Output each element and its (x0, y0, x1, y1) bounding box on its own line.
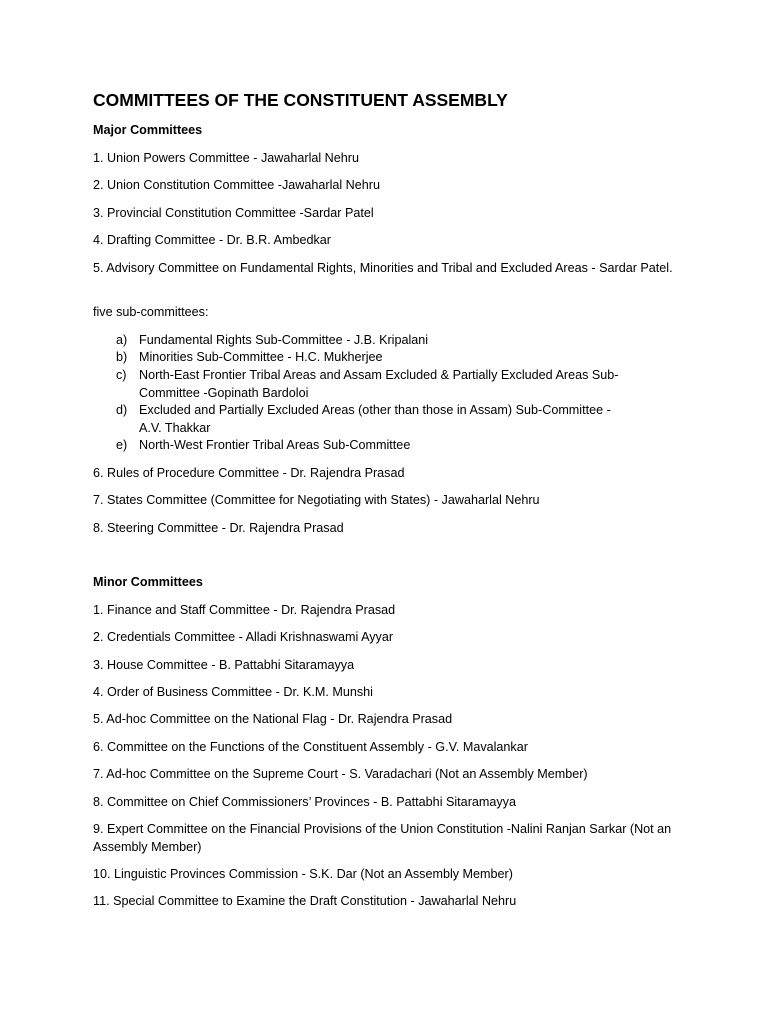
list-item: 1. Finance and Staff Committee - Dr. Rajendra Prasad (93, 603, 396, 617)
sub-committee-item (116, 367, 636, 402)
sub-committee-item (116, 349, 636, 367)
list-item: 3. Provincial Constitution Committee -Sardar Patel (93, 206, 374, 220)
sub-committee-label: a) (116, 333, 128, 347)
list-item: 2. Credentials Committee - Alladi Krishnaswami Ayyar (93, 630, 394, 644)
page-title: COMMITTEES OF THE CONSTITUENT ASSEMBLY (93, 90, 508, 110)
list-item: 8. Steering Committee - Dr. Rajendra Prasad (93, 521, 344, 535)
sub-committee-label: b) (116, 350, 128, 364)
list-item: 4. Order of Business Committee - Dr. K.M. Munshi (93, 685, 373, 699)
list-item: 1. Union Powers Committee - Jawaharlal Nehru (93, 151, 359, 165)
list-item: 6. Rules of Procedure Committee - Dr. Rajendra Prasad (93, 466, 405, 480)
sub-committees-intro: five sub-committees: (93, 305, 209, 319)
sub-committee-label: d) (116, 403, 128, 417)
list-item: 3. House Committee - B. Pattabhi Sitaramayya (93, 658, 355, 672)
list-item: 4. Drafting Committee - Dr. B.R. Ambedkar (93, 233, 331, 247)
list-item: 10. Linguistic Provinces Commission - S.K. Dar (Not an Assembly Member) (93, 867, 513, 881)
sub-committee-text: North-East Frontier Tribal Areas and Assam Excluded & Partially Excluded Areas Sub-Committee -Gopinath Bardoloi (139, 368, 619, 400)
list-item: 5. Advisory Committee on Fundamental Rights, Minorities and Tribal and Excluded Areas - Sardar Patel. (93, 261, 673, 275)
major-committees-heading: Major Committees (93, 123, 203, 137)
sub-committee-label: c) (116, 368, 127, 382)
list-item: 8. Committee on Chief Commissioners’ Provinces - B. Pattabhi Sitaramayya (93, 795, 516, 809)
sub-committee-text: Excluded and Partially Excluded Areas (other than those in Assam) Sub-Committee - A.V. Thakkar (139, 403, 611, 435)
list-item: 7. States Committee (Committee for Negotiating with States) - Jawaharlal Nehru (93, 493, 540, 507)
list-item: 7. Ad-hoc Committee on the Supreme Court - S. Varadachari (Not an Assembly Member) (93, 767, 588, 781)
list-item: 2. Union Constitution Committee -Jawaharlal Nehru (93, 178, 380, 192)
list-item: 5. Ad-hoc Committee on the National Flag - Dr. Rajendra Prasad (93, 712, 453, 726)
list-item: 11. Special Committee to Examine the Draft Constitution - Jawaharlal Nehru (93, 894, 517, 908)
list-item: 9. Expert Committee on the Financial Provisions of the Union Constitution -Nalini Ranjan Sarkar (Not an Assembly Member) (93, 822, 672, 854)
minor-committees-heading: Minor Committees (93, 575, 203, 589)
sub-committee-text: Fundamental Rights Sub-Committee - J.B. Kripalani (139, 333, 429, 347)
sub-committee-item (116, 332, 636, 350)
sub-committee-text: Minorities Sub-Committee - H.C. Mukherjee (139, 350, 383, 364)
sub-committee-label: e) (116, 438, 128, 452)
sub-committee-text: North-West Frontier Tribal Areas Sub-Committee (139, 438, 411, 452)
list-item: 6. Committee on the Functions of the Constituent Assembly - G.V. Mavalankar (93, 740, 528, 754)
sub-committee-item (116, 437, 636, 455)
sub-committee-item (116, 402, 636, 437)
